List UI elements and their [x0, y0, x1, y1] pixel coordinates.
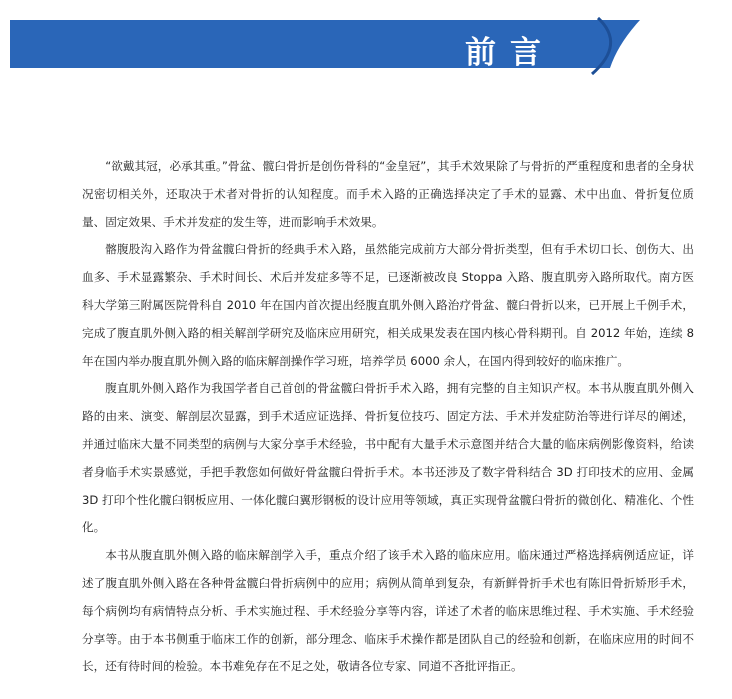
paragraph-4: 本书从腹直肌外侧入路的临床解剖学入手，重点介绍了该手术入路的临床应用。临床通过严格选择病例适应证，详述了腹直肌外侧入路在各种骨盆髋臼骨折病例中的应用；病例从简单到复杂，有新鲜骨折手术也有陈旧骨折矫形手术，每个病例均有病情特点分析、手术实施过程、手术经验分享等内容，详述了术者的临床思维过程、手术实施、手术经验分享等。由于本书侧重于临床工作的创新，部分理念、临床手术操作都是团队自己的经验和创新，在临床应用的时间不长，还有待时间的检验。本书难免存在不足之处，敬请各位专家、同道不吝批评指正。 — [82, 548, 694, 674]
paragraph-1: “欲戴其冠，必承其重。”骨盆、髋臼骨折是创伤骨科的“金皇冠”，其手术效果除了与骨折的严重程度和患者的全身状况密切相关外，还取决于术者对骨折的认知程度。而手术入路的正确选择决定了手术的显露、术中出血、骨折复位质量、固定效果、手术并发症的发生等，进而影响手术效果。 — [82, 159, 694, 229]
preface-body — [82, 153, 694, 681]
paragraph-2: 髂腹股沟入路作为骨盆髋臼骨折的经典手术入路，虽然能完成前方大部分骨折类型，但有手术切口长、创伤大、出血多、手术显露繁杂、手术时间长、术后并发症多等不足，已逐渐被改良 Stoppa 入路、腹直肌旁入路所取代。南方医科大学第三附属医院骨科自 2010 年在国内首次提出经腹直肌外侧入路治疗骨盆、髋臼骨折以来，已开展上千例手术，完成了腹直肌外侧入路的相关解剖学研究及临床应用研究，相关成果发表在国内核心骨科期刊。自 2012 年始，连续 8 年在国内举办腹直肌外侧入路的临床解剖操作学习班，培养学员 6000 余人，在国内得到较好的临床推广。 — [82, 242, 694, 368]
header-band-graphic — [0, 0, 732, 90]
paragraph-3: 腹直肌外侧入路作为我国学者自己首创的骨盆髋臼骨折手术入路，拥有完整的自主知识产权。本书从腹直肌外侧入路的由来、演变、解剖层次显露，到手术适应证选择、骨折复位技巧、固定方法、手术并发症防治等进行详尽的阐述，并通过临床大量不同类型的病例与大家分享手术经验，书中配有大量手术示意图并结合大量的临床病例影像资料，给读者身临手术实景感觉，手把手教您如何做好骨盆髋臼骨折手术。本书还涉及了数字骨科结合 3D 打印技术的应用、金属 3D 打印个性化髋臼钢板应用、一体化髋臼翼形钢板的设计应用等领域，真正实现骨盆髋臼骨折的微创化、精准化、个性化。 — [82, 381, 694, 535]
page-title: 前言 — [465, 35, 555, 71]
header-banner — [0, 0, 732, 90]
